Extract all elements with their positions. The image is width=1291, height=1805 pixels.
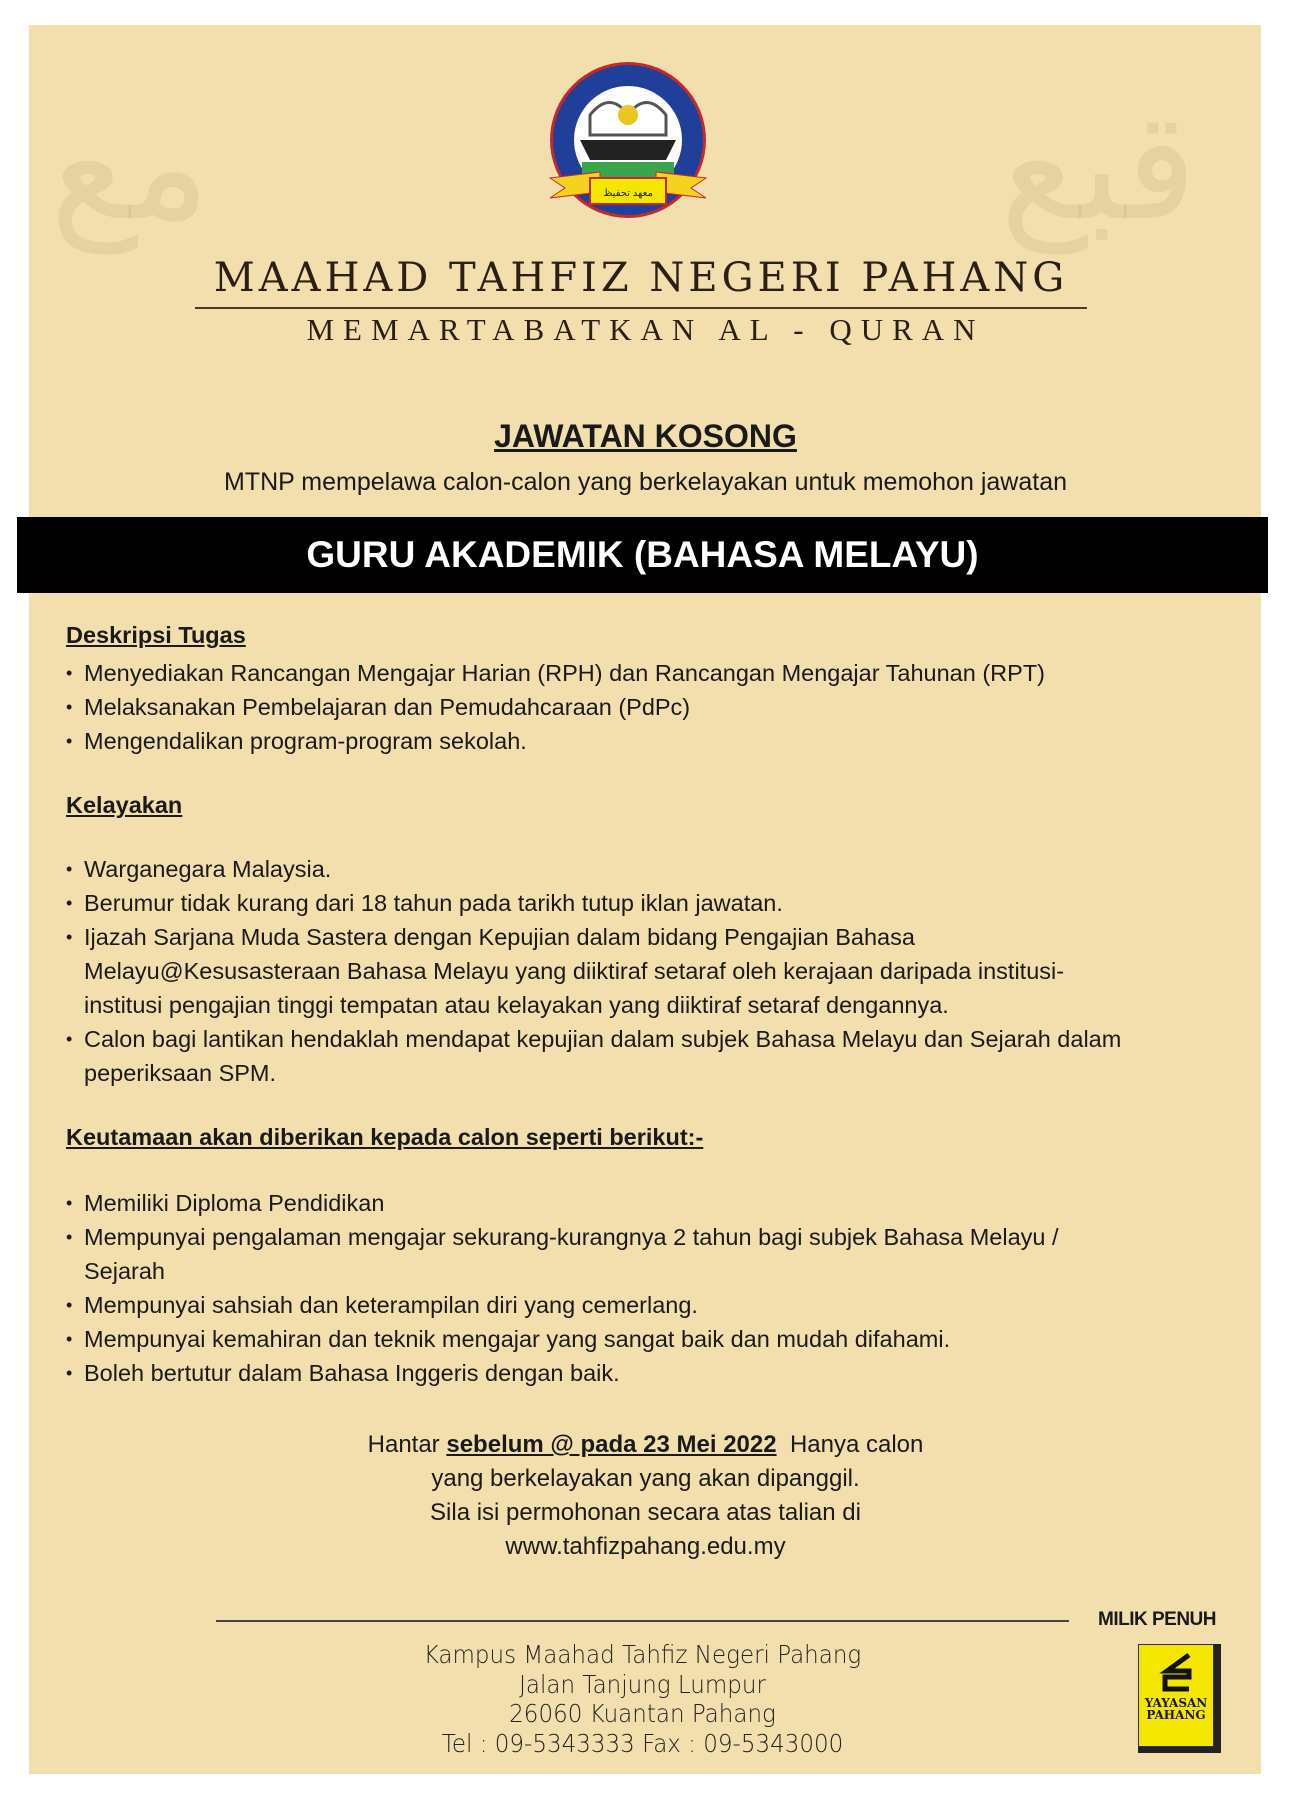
section-title: Keutamaan akan diberikan kepada calon seperti berikut:-: [66, 1124, 704, 1150]
apply-suffix: Hanya calon: [789, 1431, 924, 1458]
address-line: Jalan Tanjung Lumpur: [519, 1669, 766, 1699]
application-info: [0, 1428, 1291, 1564]
list-item: • Mempunyai kemahiran dan teknik mengajar yang sangat baik dan mudah difahami.: [66, 1322, 1166, 1356]
motto: MEMARTABATKAN AL - QURAN: [306, 312, 985, 347]
section-duties: [66, 618, 1236, 758]
apply-line-3: Sila isi permohonan secara atas talian di: [430, 1499, 861, 1526]
header-divider: [195, 307, 1087, 309]
address-block: [250, 1640, 1035, 1758]
list-item: • Mengendalikan program-program sekolah.: [66, 724, 1236, 758]
list-item: • Mempunyai pengalaman mengajar sekurang-kurangnya 2 tahun bagi subjek Bahasa Melayu / Sejarah: [66, 1220, 1166, 1288]
address-line: 26060 Kuantan Pahang: [509, 1699, 776, 1728]
list-item: • Warganegara Malaysia.: [66, 852, 1216, 886]
calligraphy-watermark: قبع: [1000, 80, 1197, 254]
contact-line: Tel : 09-5343333 Fax : 09-5343000: [441, 1728, 844, 1758]
list-item: • Berumur tidak kurang dari 18 tahun pada tarikh tutup iklan jawatan.: [66, 886, 1216, 920]
institution-logo: [530, 60, 726, 226]
section-title: Deskripsi Tugas: [66, 622, 246, 648]
address-line: Kampus Maahad Tahfiz Negeri Pahang: [423, 1640, 862, 1669]
list-item: • Memiliki Diploma Pendidikan: [66, 1186, 1166, 1220]
deadline: sebelum @ pada 23 Mei 2022: [446, 1431, 777, 1458]
ownership-label: MILIK PENUH: [1098, 1609, 1216, 1630]
svg-text:معهد تحفيظ: معهد تحفيظ: [603, 188, 653, 199]
calligraphy-watermark: مع: [50, 80, 211, 254]
list-item: • Melaksanakan Pembelajaran dan Pemudahcaraan (PdPc): [66, 690, 1236, 724]
position-title: GURU AKADEMIK (BAHASA MELAYU): [17, 517, 1268, 593]
list-item: • Boleh bertutur dalam Bahasa Inggeris dengan baik.: [66, 1356, 1166, 1390]
section-title: Kelayakan: [66, 792, 183, 818]
apply-prefix: Hantar: [367, 1431, 440, 1458]
footer-divider: [216, 1620, 1069, 1622]
yayasan-emblem-icon: [1159, 1653, 1195, 1693]
list-item: • Mempunyai sahsiah dan keterampilan diri yang cemerlang.: [66, 1288, 1166, 1322]
list-item: • Calon bagi lantikan hendaklah mendapat kepujian dalam subjek Bahasa Melayu dan Sejarah dalam peperiksaan SPM.: [66, 1022, 1216, 1090]
list-item: • Menyediakan Rancangan Mengajar Harian (RPH) dan Rancangan Mengajar Tahunan (RPT): [66, 656, 1236, 690]
website-link[interactable]: www.tahfizpahang.edu.my: [505, 1533, 786, 1560]
ad-lead: MTNP mempelawa calon-calon yang berkelayakan untuk memohon jawatan: [223, 468, 1068, 496]
yayasan-pahang-logo: YAYASAN PAHANG: [1138, 1644, 1221, 1753]
list-item: • Ijazah Sarjana Muda Sastera dengan Kepujian dalam bidang Pengajian Bahasa Melayu@Kesusasteraan Bahasa Melayu yang diiktiraf setaraf oleh kerajaan daripada institusi-institusi pengajian tinggi tempatan atau kelayakan yang diiktiraf setaraf dengannya.: [66, 920, 1216, 1022]
section-preferences: [66, 1120, 1166, 1390]
section-qualifications: [66, 788, 1216, 1090]
apply-line-2: yang berkelayakan yang akan dipanggil.: [431, 1465, 860, 1492]
ad-heading: JAWATAN KOSONG: [494, 418, 797, 454]
institution-name: MAAHAD TAHFIZ NEGERI PAHANG: [213, 255, 1069, 301]
